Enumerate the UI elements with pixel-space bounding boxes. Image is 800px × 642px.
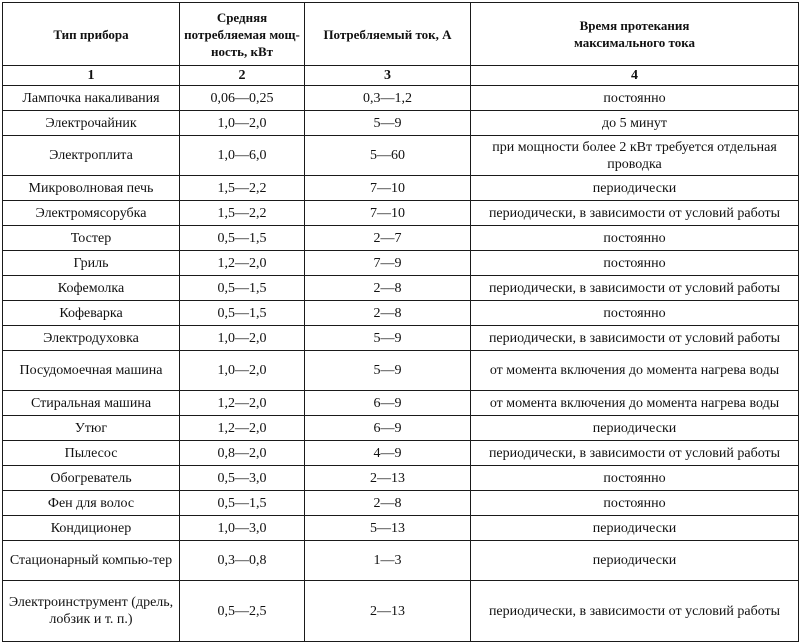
cell-current: 0,3—1,2 [305,86,471,111]
header-line: максимального тока [573,35,696,50]
cell-max-current-time: периодически, в зависимости от условий работы [471,581,799,642]
cell-max-current-time: периодически [471,516,799,541]
cell-power: 1,0—2,0 [180,111,305,136]
column-number: 1 [3,66,180,86]
cell-max-current-time: при мощности более 2 кВт требуется отдельная проводка [471,136,799,176]
cell-current: 2—8 [305,491,471,516]
cell-max-current-time: периодически, в зависимости от условий работы [471,326,799,351]
cell-device: Кондиционер [3,516,180,541]
cell-current: 7—10 [305,201,471,226]
cell-current: 2—7 [305,226,471,251]
header-max-current-time [471,3,799,66]
cell-device: Утюг [3,416,180,441]
cell-current: 1—3 [305,541,471,581]
cell-device: Электромясорубка [3,201,180,226]
cell-device: Пылесос [3,441,180,466]
table-row [3,176,799,201]
cell-current: 5—9 [305,111,471,136]
cell-device: Электродуховка [3,326,180,351]
table-row [3,351,799,391]
table-row [3,86,799,111]
header-line: ность, кВт [210,43,274,59]
cell-power: 0,5—2,5 [180,581,305,642]
cell-device: Тостер [3,226,180,251]
cell-max-current-time: от момента включения до момента нагрева воды [471,351,799,391]
cell-power: 1,2—2,0 [180,416,305,441]
cell-current: 6—9 [305,416,471,441]
table-row [3,226,799,251]
cell-device: Электроинструмент (дрель, лобзик и т. п.) [3,581,180,642]
cell-max-current-time: периодически, в зависимости от условий работы [471,276,799,301]
cell-power: 1,0—3,0 [180,516,305,541]
cell-current: 2—8 [305,301,471,326]
table-row [3,391,799,416]
table-row [3,136,799,176]
cell-power: 0,8—2,0 [180,441,305,466]
cell-max-current-time: периодически [471,176,799,201]
header-row [3,3,799,66]
table-row [3,111,799,136]
header-device-type [3,3,180,66]
cell-max-current-time: периодически, в зависимости от условий работы [471,441,799,466]
table-row [3,466,799,491]
cell-max-current-time: периодически [471,416,799,441]
appliance-current-table [2,2,799,642]
cell-max-current-time: до 5 минут [471,111,799,136]
cell-device: Обогреватель [3,466,180,491]
cell-current: 5—60 [305,136,471,176]
cell-current: 4—9 [305,441,471,466]
header-line: потребляемая мощ- [184,26,300,42]
cell-device: Стационарный компью-тер [3,541,180,581]
cell-power: 0,5—1,5 [180,301,305,326]
table-row [3,276,799,301]
cell-device: Кофеварка [3,301,180,326]
cell-power: 0,5—3,0 [180,466,305,491]
header-line: Потребляемый ток, А [323,26,452,42]
cell-current: 7—10 [305,176,471,201]
cell-power: 0,5—1,5 [180,491,305,516]
cell-max-current-time: постоянно [471,491,799,516]
cell-device: Электроплита [3,136,180,176]
cell-max-current-time: постоянно [471,86,799,111]
header-line: Тип прибора [53,26,129,42]
header-line: Средняя [216,9,268,25]
table-row [3,541,799,581]
cell-current: 6—9 [305,391,471,416]
table-row [3,201,799,226]
cell-device: Посудомоечная машина [3,351,180,391]
cell-current: 5—9 [305,351,471,391]
cell-current: 2—8 [305,276,471,301]
cell-device: Стиральная машина [3,391,180,416]
header-current [305,3,471,66]
table-body [3,86,799,642]
cell-power: 0,06—0,25 [180,86,305,111]
cell-device: Гриль [3,251,180,276]
table-row [3,251,799,276]
table-row [3,581,799,642]
cell-current: 7—9 [305,251,471,276]
table-row [3,516,799,541]
cell-max-current-time: постоянно [471,301,799,326]
table-row [3,326,799,351]
cell-max-current-time: периодически [471,541,799,581]
cell-power: 0,5—1,5 [180,276,305,301]
cell-power: 1,5—2,2 [180,176,305,201]
cell-max-current-time: постоянно [471,226,799,251]
cell-current: 5—13 [305,516,471,541]
cell-device: Фен для волос [3,491,180,516]
cell-max-current-time: от момента включения до момента нагрева воды [471,391,799,416]
cell-power: 1,5—2,2 [180,201,305,226]
cell-current: 2—13 [305,581,471,642]
table-row [3,441,799,466]
table-row [3,416,799,441]
cell-power: 0,3—0,8 [180,541,305,581]
cell-power: 1,0—2,0 [180,326,305,351]
cell-power: 1,0—2,0 [180,351,305,391]
table-row [3,301,799,326]
column-number-row [3,66,799,86]
cell-current: 5—9 [305,326,471,351]
cell-power: 0,5—1,5 [180,226,305,251]
column-number: 3 [305,66,471,86]
header-line: Время протекания [579,18,690,33]
cell-current: 2—13 [305,466,471,491]
cell-power: 1,2—2,0 [180,251,305,276]
header-average-power [180,3,305,66]
column-number: 4 [471,66,799,86]
cell-device: Микроволновая печь [3,176,180,201]
cell-power: 1,0—6,0 [180,136,305,176]
table-row [3,491,799,516]
cell-max-current-time: постоянно [471,466,799,491]
cell-device: Электрочайник [3,111,180,136]
cell-device: Кофемолка [3,276,180,301]
cell-device: Лампочка накаливания [3,86,180,111]
cell-max-current-time: периодически, в зависимости от условий работы [471,201,799,226]
cell-power: 1,2—2,0 [180,391,305,416]
column-number: 2 [180,66,305,86]
cell-max-current-time: постоянно [471,251,799,276]
